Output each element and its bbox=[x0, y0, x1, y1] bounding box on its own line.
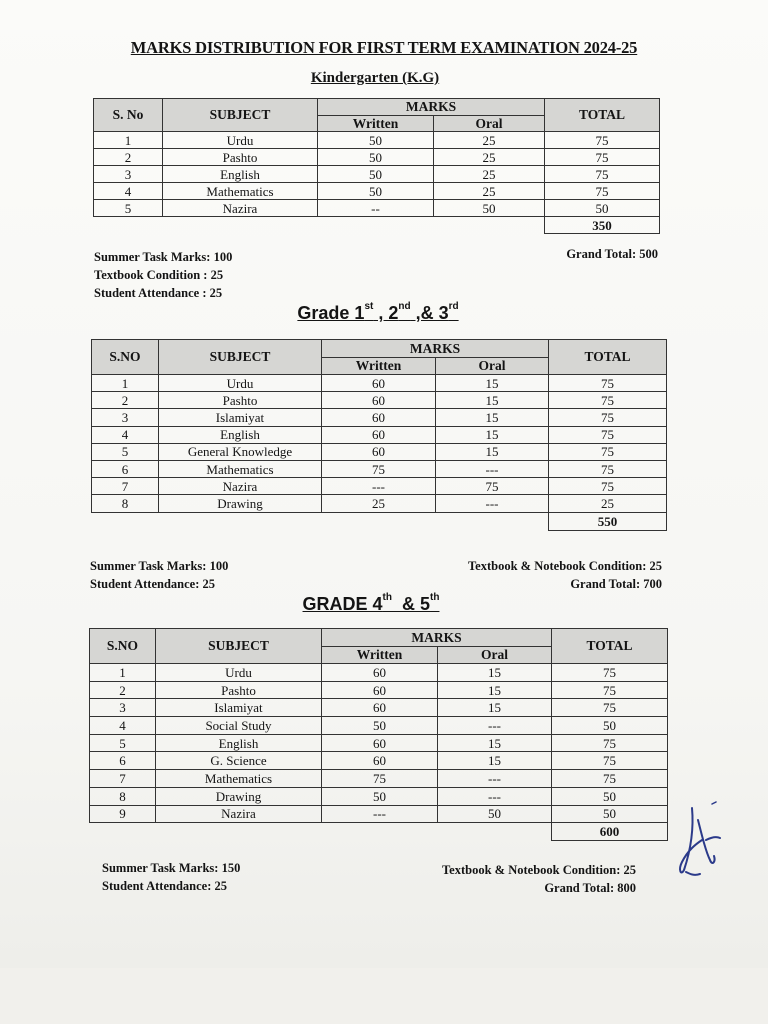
marks-header: MARKS bbox=[318, 99, 545, 116]
table-row bbox=[94, 132, 660, 149]
serial-number-cell: 2 bbox=[90, 681, 156, 699]
serial-number-cell: 5 bbox=[90, 734, 156, 752]
subject-cell: Social Study bbox=[156, 717, 322, 735]
total-marks-cell: 75 bbox=[549, 478, 667, 495]
oral-marks-cell: 15 bbox=[438, 752, 552, 770]
written-marks-cell: 50 bbox=[322, 787, 438, 805]
table-row bbox=[92, 495, 667, 512]
subject-cell: Nazira bbox=[156, 805, 322, 823]
serial-number-cell: 5 bbox=[94, 200, 163, 217]
serial-number-cell: 7 bbox=[92, 478, 159, 495]
table-row bbox=[90, 699, 668, 717]
marks-header: MARKS bbox=[322, 629, 552, 647]
handwritten-signature bbox=[676, 800, 724, 878]
total-marks-cell: 25 bbox=[549, 495, 667, 512]
subject-cell: G. Science bbox=[156, 752, 322, 770]
grade-45-notes-left bbox=[102, 859, 240, 895]
subject-cell: English bbox=[156, 734, 322, 752]
kg-section-title: Kindergarten (K.G) bbox=[310, 70, 440, 86]
table-row bbox=[90, 717, 668, 735]
total-marks-cell: 50 bbox=[552, 805, 668, 823]
total-marks-cell: 75 bbox=[552, 664, 668, 682]
table-row bbox=[90, 805, 668, 823]
written-marks-cell: 60 bbox=[322, 699, 438, 717]
subject-cell: Mathematics bbox=[163, 183, 318, 200]
total-marks-cell: 75 bbox=[545, 132, 660, 149]
table-row bbox=[90, 787, 668, 805]
written-marks-cell: 50 bbox=[318, 166, 434, 183]
written-marks-cell: 60 bbox=[322, 664, 438, 682]
oral-header: Oral bbox=[436, 358, 549, 375]
grade-45-section-title: GRADE 4th & 5th bbox=[302, 592, 440, 614]
written-marks-cell: 50 bbox=[318, 132, 434, 149]
total-marks-cell: 75 bbox=[545, 149, 660, 166]
written-marks-cell: 60 bbox=[322, 409, 436, 426]
total-header: TOTAL bbox=[552, 629, 668, 664]
oral-header: Oral bbox=[434, 116, 545, 132]
written-marks-cell: 50 bbox=[322, 717, 438, 735]
serial-number-cell: 4 bbox=[92, 426, 159, 443]
oral-marks-cell: 15 bbox=[436, 443, 549, 460]
written-marks-cell: 60 bbox=[322, 734, 438, 752]
written-marks-cell: 60 bbox=[322, 392, 436, 409]
oral-marks-cell: 15 bbox=[436, 392, 549, 409]
sno-header: S.NO bbox=[90, 629, 156, 664]
oral-header: Oral bbox=[438, 647, 552, 664]
kg-attendance: Student Attendance : 25 bbox=[94, 286, 223, 300]
kg-textbook-condition: Textbook Condition : 25 bbox=[94, 268, 224, 282]
total-marks-cell: 75 bbox=[549, 460, 667, 477]
subject-cell: Islamiyat bbox=[156, 699, 322, 717]
subject-cell: Nazira bbox=[163, 200, 318, 217]
subject-cell: General Knowledge bbox=[159, 443, 322, 460]
written-header: Written bbox=[322, 358, 436, 375]
table-row bbox=[92, 426, 667, 443]
subject-cell: Urdu bbox=[163, 132, 318, 149]
serial-number-cell: 3 bbox=[92, 409, 159, 426]
serial-number-cell: 8 bbox=[90, 787, 156, 805]
total-marks-cell: 50 bbox=[552, 787, 668, 805]
grade-123-summer-task: Summer Task Marks: 100 bbox=[90, 559, 229, 573]
written-marks-cell: 25 bbox=[322, 495, 436, 512]
subject-header: SUBJECT bbox=[159, 340, 322, 375]
total-header: TOTAL bbox=[545, 99, 660, 132]
table-row bbox=[92, 375, 667, 392]
subject-cell: Mathematics bbox=[159, 460, 322, 477]
grade-123-marks-table bbox=[91, 339, 667, 531]
kg-grand-total: Grand Total: 500 bbox=[566, 247, 658, 261]
subject-cell: English bbox=[163, 166, 318, 183]
oral-marks-cell: 25 bbox=[434, 149, 545, 166]
grade-45-marks-table bbox=[89, 628, 668, 841]
total-marks-cell: 75 bbox=[549, 443, 667, 460]
subject-cell: Islamiyat bbox=[159, 409, 322, 426]
kg-notes-left bbox=[94, 248, 232, 302]
serial-number-cell: 6 bbox=[92, 460, 159, 477]
written-marks-cell: 60 bbox=[322, 681, 438, 699]
written-header: Written bbox=[318, 116, 434, 132]
oral-marks-cell: 15 bbox=[438, 699, 552, 717]
oral-marks-cell: 50 bbox=[434, 200, 545, 217]
subject-header: SUBJECT bbox=[163, 99, 318, 132]
serial-number-cell: 9 bbox=[90, 805, 156, 823]
kg-summer-task: Summer Task Marks: 100 bbox=[94, 250, 233, 264]
oral-marks-cell: 25 bbox=[434, 132, 545, 149]
table-row bbox=[94, 166, 660, 183]
oral-marks-cell: --- bbox=[438, 770, 552, 788]
grade-45-textbook-condition: Textbook & Notebook Condition: 25 bbox=[441, 863, 636, 877]
total-header: TOTAL bbox=[549, 340, 667, 375]
total-marks-cell: 75 bbox=[549, 426, 667, 443]
oral-marks-cell: 15 bbox=[436, 426, 549, 443]
total-marks-cell: 50 bbox=[552, 717, 668, 735]
grade-123-grand-total: Grand Total: 700 bbox=[570, 577, 662, 591]
oral-marks-cell: --- bbox=[438, 787, 552, 805]
table-row bbox=[90, 752, 668, 770]
marks-header: MARKS bbox=[322, 340, 549, 358]
total-marks-cell: 75 bbox=[552, 734, 668, 752]
written-marks-cell: -- bbox=[318, 200, 434, 217]
written-marks-cell: 75 bbox=[322, 460, 436, 477]
grade-123-section-title: Grade 1st , 2nd ,& 3rd bbox=[297, 301, 459, 323]
subject-cell: Pashto bbox=[163, 149, 318, 166]
table-row bbox=[90, 770, 668, 788]
serial-number-cell: 4 bbox=[94, 183, 163, 200]
serial-number-cell: 3 bbox=[94, 166, 163, 183]
total-marks-cell: 75 bbox=[552, 752, 668, 770]
table-row bbox=[92, 392, 667, 409]
subject-cell: Pashto bbox=[156, 681, 322, 699]
oral-marks-cell: 15 bbox=[436, 409, 549, 426]
oral-marks-cell: 75 bbox=[436, 478, 549, 495]
total-marks-cell: 75 bbox=[549, 375, 667, 392]
serial-number-cell: 3 bbox=[90, 699, 156, 717]
table-row bbox=[90, 664, 668, 682]
oral-marks-cell: 15 bbox=[436, 375, 549, 392]
kg-marks-table bbox=[93, 98, 660, 234]
total-marks-cell: 75 bbox=[545, 166, 660, 183]
subject-cell: Urdu bbox=[156, 664, 322, 682]
total-marks-cell: 75 bbox=[545, 183, 660, 200]
grade-123-sum-total: 550 bbox=[549, 512, 667, 530]
subject-cell: Mathematics bbox=[156, 770, 322, 788]
oral-marks-cell: 15 bbox=[438, 664, 552, 682]
subject-cell: English bbox=[159, 426, 322, 443]
table-row bbox=[92, 460, 667, 477]
oral-marks-cell: --- bbox=[436, 495, 549, 512]
serial-number-cell: 1 bbox=[92, 375, 159, 392]
table-row bbox=[92, 478, 667, 495]
serial-number-cell: 7 bbox=[90, 770, 156, 788]
table-row bbox=[94, 200, 660, 217]
kg-sum-total: 350 bbox=[545, 217, 660, 234]
grade-45-summer-task: Summer Task Marks: 150 bbox=[102, 861, 241, 875]
table-row bbox=[94, 149, 660, 166]
total-marks-cell: 75 bbox=[552, 681, 668, 699]
serial-number-cell: 1 bbox=[90, 664, 156, 682]
subject-cell: Nazira bbox=[159, 478, 322, 495]
grade-123-textbook-condition: Textbook & Notebook Condition: 25 bbox=[467, 559, 662, 573]
written-header: Written bbox=[322, 647, 438, 664]
grade-45-attendance: Student Attendance: 25 bbox=[102, 879, 228, 893]
serial-number-cell: 4 bbox=[90, 717, 156, 735]
oral-marks-cell: --- bbox=[436, 460, 549, 477]
total-marks-cell: 75 bbox=[549, 392, 667, 409]
written-marks-cell: 60 bbox=[322, 752, 438, 770]
grade-123-notes-right bbox=[400, 557, 662, 593]
serial-number-cell: 6 bbox=[90, 752, 156, 770]
total-marks-cell: 75 bbox=[552, 699, 668, 717]
oral-marks-cell: 15 bbox=[438, 734, 552, 752]
document-title: MARKS DISTRIBUTION FOR FIRST TERM EXAMINATION 2024-25 bbox=[130, 38, 638, 57]
grade-45-notes-right bbox=[380, 861, 636, 897]
sno-header: S. No bbox=[94, 99, 163, 132]
grade-45-sum-total: 600 bbox=[552, 823, 668, 841]
oral-marks-cell: 25 bbox=[434, 166, 545, 183]
written-marks-cell: 60 bbox=[322, 375, 436, 392]
oral-marks-cell: 25 bbox=[434, 183, 545, 200]
written-marks-cell: 50 bbox=[318, 149, 434, 166]
oral-marks-cell: 50 bbox=[438, 805, 552, 823]
table-row bbox=[94, 183, 660, 200]
serial-number-cell: 2 bbox=[94, 149, 163, 166]
total-marks-cell: 75 bbox=[549, 409, 667, 426]
written-marks-cell: --- bbox=[322, 805, 438, 823]
total-marks-cell: 50 bbox=[545, 200, 660, 217]
written-marks-cell: 75 bbox=[322, 770, 438, 788]
serial-number-cell: 1 bbox=[94, 132, 163, 149]
grade-123-notes-left bbox=[90, 557, 228, 593]
serial-number-cell: 2 bbox=[92, 392, 159, 409]
written-marks-cell: 50 bbox=[318, 183, 434, 200]
written-marks-cell: 60 bbox=[322, 443, 436, 460]
table-row bbox=[92, 409, 667, 426]
sno-header: S.NO bbox=[92, 340, 159, 375]
grade-45-grand-total: Grand Total: 800 bbox=[544, 881, 636, 895]
serial-number-cell: 5 bbox=[92, 443, 159, 460]
subject-cell: Pashto bbox=[159, 392, 322, 409]
subject-header: SUBJECT bbox=[156, 629, 322, 664]
table-row bbox=[90, 734, 668, 752]
subject-cell: Drawing bbox=[159, 495, 322, 512]
grade-123-attendance: Student Attendance: 25 bbox=[90, 577, 216, 591]
written-marks-cell: --- bbox=[322, 478, 436, 495]
serial-number-cell: 8 bbox=[92, 495, 159, 512]
oral-marks-cell: 15 bbox=[438, 681, 552, 699]
table-row bbox=[90, 681, 668, 699]
table-row bbox=[92, 443, 667, 460]
subject-cell: Drawing bbox=[156, 787, 322, 805]
subject-cell: Urdu bbox=[159, 375, 322, 392]
total-marks-cell: 75 bbox=[552, 770, 668, 788]
oral-marks-cell: --- bbox=[438, 717, 552, 735]
written-marks-cell: 60 bbox=[322, 426, 436, 443]
